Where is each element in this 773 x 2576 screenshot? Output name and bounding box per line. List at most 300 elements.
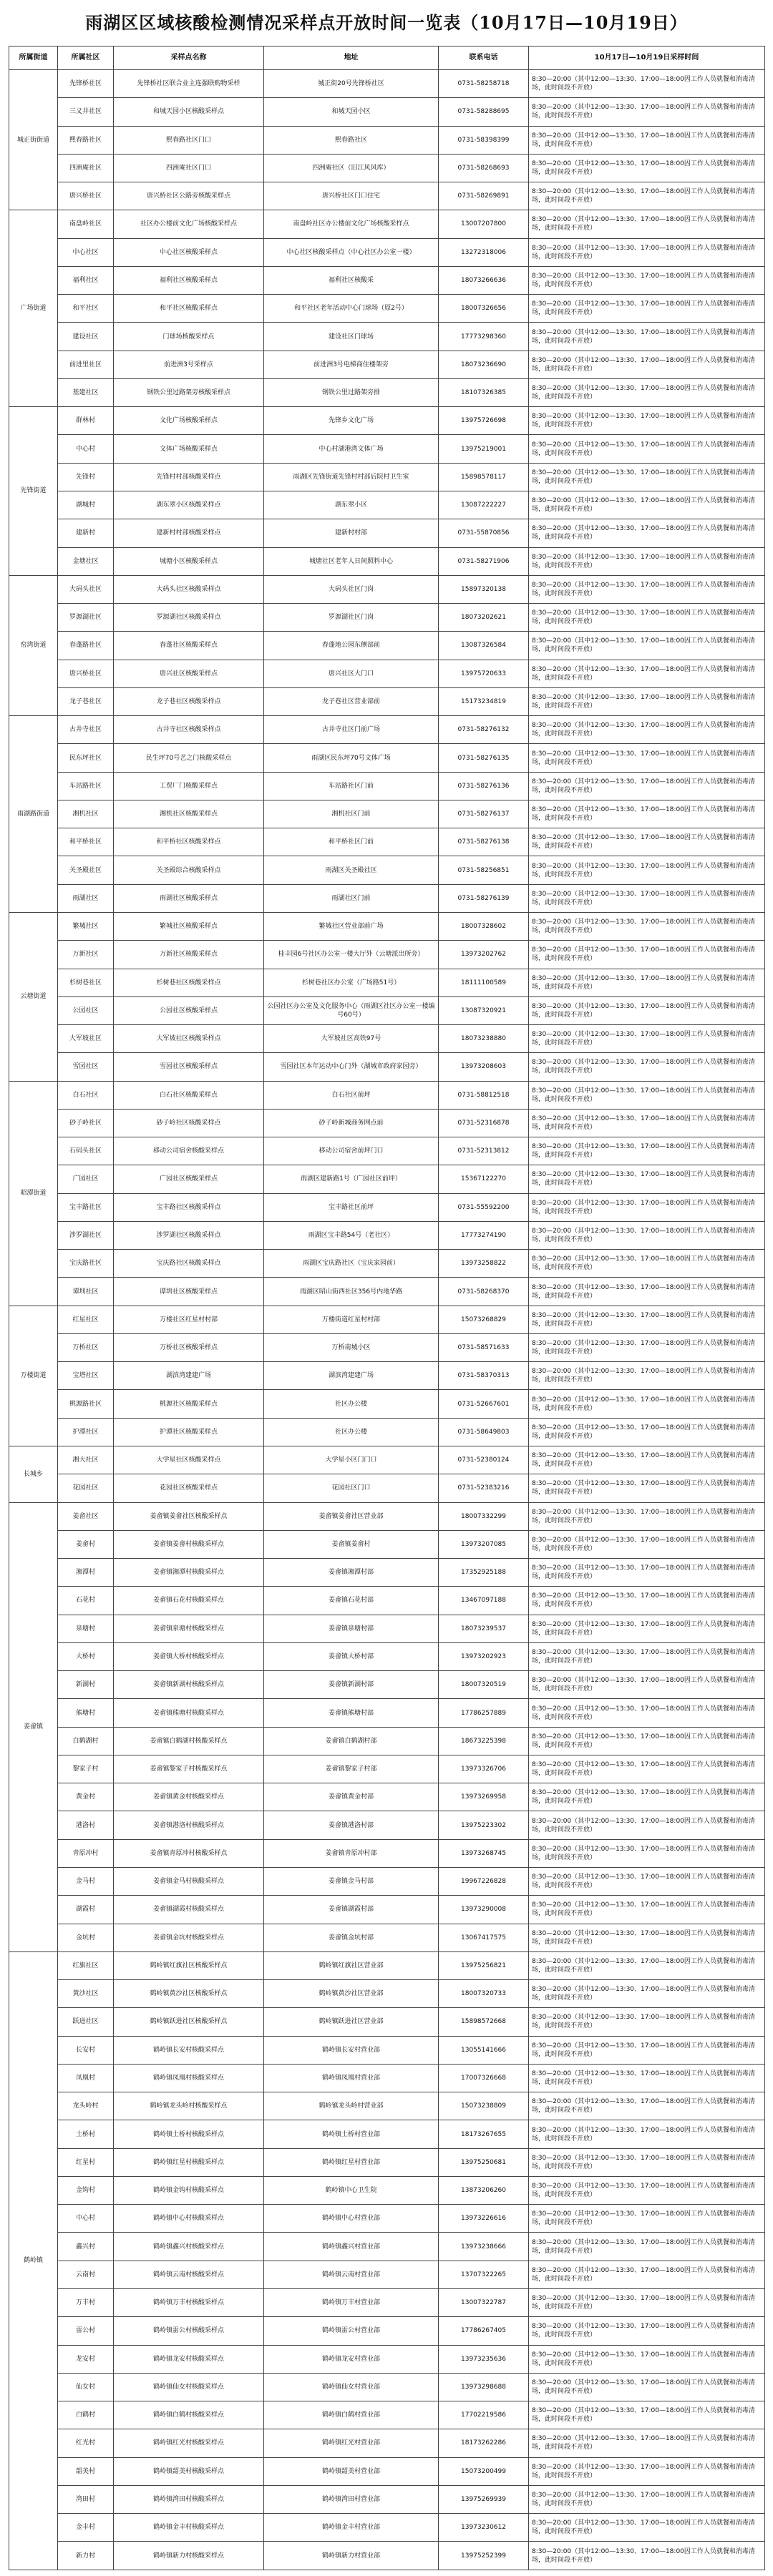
sampling-time-cell: 8:30—20:00（其中12:00—13:30、17:00—18:00因工作人员就餐和消毒清场，此时间段不开放） (529, 1446, 765, 1474)
phone-cell: 13707322265 (439, 2261, 529, 2288)
community-cell: 红光村 (58, 2429, 114, 2457)
sampling-time-cell: 8:30—20:00（其中12:00—13:30、17:00—18:00因工作人员就餐和消毒清场，此时间段不开放） (529, 2317, 765, 2345)
phone-cell: 18173262286 (439, 2429, 529, 2457)
sampling-time-cell: 8:30—20:00（其中12:00—13:30、17:00—18:00因工作人员就餐和消毒清场，此时间段不开放） (529, 98, 765, 126)
address-cell: 花园社区门口 (264, 1474, 439, 1502)
community-cell: 民东坪社区 (58, 744, 114, 772)
community-cell: 中心村 (58, 435, 114, 463)
phone-cell: 0731-58398399 (439, 126, 529, 154)
phone-cell: 0731-58812518 (439, 1081, 529, 1109)
community-cell: 土桥村 (58, 2120, 114, 2148)
site-name-cell: 桃源社区核酸采样点 (114, 1390, 264, 1418)
site-name-cell: 姜畲镇泉塘村核酸采样点 (114, 1615, 264, 1642)
phone-cell: 13973326706 (439, 1755, 529, 1783)
table-row (9, 238, 765, 266)
sampling-time-cell: 8:30—20:00（其中12:00—13:30、17:00—18:00因工作人员就餐和消毒清场，此时间段不开放） (529, 1980, 765, 2008)
sampling-time-cell: 8:30—20:00（其中12:00—13:30、17:00—18:00因工作人员就餐和消毒清场，此时间段不开放） (529, 2176, 765, 2204)
sampling-time-cell: 8:30—20:00（其中12:00—13:30、17:00—18:00因工作人员就餐和消毒清场，此时间段不开放） (529, 1137, 765, 1165)
table-row (9, 2148, 765, 2176)
page-title: 雨湖区区域核酸检测情况采样点开放时间一览表（10月17日—10月19日） (85, 12, 688, 33)
address-cell: 姜畲镇金马村部 (264, 1868, 439, 1896)
address-cell: 春蓬地公园东侧部前 (264, 632, 439, 660)
site-name-cell: 移动公司宿舍核酸采样点 (114, 1137, 264, 1165)
sampling-time-cell: 8:30—20:00（其中12:00—13:30、17:00—18:00因工作人员就餐和消毒清场，此时间段不开放） (529, 1278, 765, 1306)
community-cell: 鑫兴村 (58, 2233, 114, 2261)
sampling-time-cell: 8:30—20:00（其中12:00—13:30、17:00—18:00因工作人员就餐和消毒清场，此时间段不开放） (529, 800, 765, 828)
community-cell: 金马村 (58, 1868, 114, 1896)
sampling-time-cell: 8:30—20:00（其中12:00—13:30、17:00—18:00因工作人员就餐和消毒清场，此时间段不开放） (529, 716, 765, 744)
address-cell: 鹤岭镇云南村营业部 (264, 2261, 439, 2288)
phone-cell: 17786267405 (439, 2317, 529, 2345)
sampling-time-cell: 8:30—20:00（其中12:00—13:30、17:00—18:00因工作人员就餐和消毒清场，此时间段不开放） (529, 1081, 765, 1109)
sampling-time-cell: 8:30—20:00（其中12:00—13:30、17:00—18:00因工作人员就餐和消毒清场，此时间段不开放） (529, 1755, 765, 1783)
community-cell: 中心村 (58, 2205, 114, 2233)
address-cell: 桂丰园6号社区办公室一楼大厅外（云塘派出所旁） (264, 941, 439, 969)
table-row (9, 1165, 765, 1193)
phone-cell: 18007328602 (439, 912, 529, 940)
phone-cell: 13973230612 (439, 2514, 529, 2542)
community-cell: 白石社区 (58, 1081, 114, 1109)
table-row (9, 1418, 765, 1446)
sampling-time-cell: 8:30—20:00（其中12:00—13:30、17:00—18:00因工作人员就餐和消毒清场，此时间段不开放） (529, 2148, 765, 2176)
site-name-cell: 姜畲镇大桥村核酸采样点 (114, 1642, 264, 1670)
site-name-cell: 龙子巷社区核酸采样点 (114, 687, 264, 715)
site-name-cell: 鹤岭镇中心村核酸采样点 (114, 2205, 264, 2233)
table-row (9, 1053, 765, 1081)
community-cell: 谭圳社区 (58, 1278, 114, 1306)
sampling-time-cell: 8:30—20:00（其中12:00—13:30、17:00—18:00因工作人员就餐和消毒清场，此时间段不开放） (529, 969, 765, 996)
phone-cell: 17773274190 (439, 1221, 529, 1249)
phone-cell: 13973269958 (439, 1783, 529, 1811)
site-name-cell: 公园社区核酸采样点 (114, 996, 264, 1024)
phone-cell: 13973208603 (439, 1053, 529, 1081)
address-cell: 鹤岭镇龙安村营业部 (264, 2345, 439, 2373)
address-cell: 鹤岭镇万丰村营业部 (264, 2288, 439, 2316)
table-row (9, 2008, 765, 2036)
address-cell: 姜畲镇金坑村部 (264, 1924, 439, 1951)
header-community: 所属社区 (58, 46, 114, 70)
address-cell: 姜畲镇石花村部 (264, 1587, 439, 1615)
street-cell: 先锋街道 (9, 407, 58, 576)
address-cell: 姜畲镇黎家子村部 (264, 1755, 439, 1783)
phone-cell: 17007326668 (439, 2064, 529, 2092)
community-cell: 宝丰路社区 (58, 1193, 114, 1221)
site-name-cell: 姜畲镇白鹤湖村核酸采样点 (114, 1727, 264, 1755)
table-row (9, 1559, 765, 1587)
site-name-cell: 关圣殿综合核酸采样点 (114, 856, 264, 884)
table-row (9, 1924, 765, 1951)
phone-cell: 13975219001 (439, 435, 529, 463)
community-cell: 凤凰村 (58, 2064, 114, 2092)
table-row (9, 547, 765, 575)
address-cell: 姜畲镇湘潭村部 (264, 1559, 439, 1587)
community-cell: 泉塘村 (58, 1615, 114, 1642)
phone-cell: 0731-52316878 (439, 1109, 529, 1137)
table-row (9, 1868, 765, 1896)
site-name-cell: 前进洲3号采样点 (114, 351, 264, 378)
address-cell: 四洲庵社区（旧江风风库） (264, 154, 439, 182)
table-row (9, 1502, 765, 1530)
table-row (9, 126, 765, 154)
sampling-time-cell: 8:30—20:00（其中12:00—13:30、17:00—18:00因工作人员就餐和消毒清场，此时间段不开放） (529, 2233, 765, 2261)
community-cell: 福利社区 (58, 266, 114, 294)
community-cell: 先锋村 (58, 463, 114, 491)
table-row (9, 98, 765, 126)
address-cell: 雨湖区先锋街道先锋村村部后院村卫生室 (264, 463, 439, 491)
table-row (9, 884, 765, 912)
sampling-time-cell: 8:30—20:00（其中12:00—13:30、17:00—18:00因工作人员就餐和消毒清场，此时间段不开放） (529, 1839, 765, 1867)
table-row (9, 1333, 765, 1361)
table-row (9, 2401, 765, 2429)
site-name-cell: 鹤岭镇土桥村核酸采样点 (114, 2120, 264, 2148)
site-name-cell: 大码头社区核酸采样点 (114, 575, 264, 603)
sampling-time-cell: 8:30—20:00（其中12:00—13:30、17:00—18:00因工作人员就餐和消毒清场，此时间段不开放） (529, 295, 765, 323)
site-name-cell: 雨湖社区核酸采样点 (114, 884, 264, 912)
table-row (9, 1671, 765, 1699)
community-cell: 金坑村 (58, 1924, 114, 1951)
sampling-time-cell: 8:30—20:00（其中12:00—13:30、17:00—18:00因工作人员就餐和消毒清场，此时间段不开放） (529, 884, 765, 912)
address-cell: 前进洲3号电梯商住楼架旁 (264, 351, 439, 378)
address-cell: 南盘岭社区办公楼前文化广场核酸采样点 (264, 210, 439, 238)
community-cell: 基建社区 (58, 378, 114, 406)
address-cell: 钢铁公里过路架旁排 (264, 378, 439, 406)
phone-cell: 13973238666 (439, 2233, 529, 2261)
table-row (9, 2233, 765, 2261)
community-cell: 熙春路社区 (58, 126, 114, 154)
site-name-cell: 和平社区核酸采样点 (114, 295, 264, 323)
community-cell: 砂子岭社区 (58, 1109, 114, 1137)
address-cell: 雪园社区本年运动中心门外（湖城市政府家园旁） (264, 1053, 439, 1081)
phone-cell: 0731-58268693 (439, 154, 529, 182)
phone-cell: 13973202762 (439, 941, 529, 969)
sampling-time-cell: 8:30—20:00（其中12:00—13:30、17:00—18:00因工作人员就餐和消毒清场，此时间段不开放） (529, 632, 765, 660)
sampling-time-cell: 8:30—20:00（其中12:00—13:30、17:00—18:00因工作人员就餐和消毒清场，此时间段不开放） (529, 1193, 765, 1221)
sampling-time-cell: 8:30—20:00（其中12:00—13:30、17:00—18:00因工作人员就餐和消毒清场，此时间段不开放） (529, 238, 765, 266)
address-cell: 罗源湖社区门岗 (264, 604, 439, 632)
table-row (9, 70, 765, 98)
header-sampling-time: 10月17日—10月19日采样时间 (529, 46, 765, 70)
sampling-time-cell: 8:30—20:00（其中12:00—13:30、17:00—18:00因工作人员就餐和消毒清场，此时间段不开放） (529, 1362, 765, 1390)
sampling-time-cell: 8:30—20:00（其中12:00—13:30、17:00—18:00因工作人员就餐和消毒清场，此时间段不开放） (529, 1896, 765, 1924)
address-cell: 和城天园小区 (264, 98, 439, 126)
site-name-cell: 姜畲镇青原冲村核酸采样点 (114, 1839, 264, 1867)
site-name-cell: 罗源湖社区核酸采样点 (114, 604, 264, 632)
table-row (9, 1250, 765, 1278)
sampling-time-cell: 8:30—20:00（其中12:00—13:30、17:00—18:00因工作人员就餐和消毒清场，此时间段不开放） (529, 912, 765, 940)
phone-cell: 18173267655 (439, 2120, 529, 2148)
sampling-time-cell: 8:30—20:00（其中12:00—13:30、17:00—18:00因工作人员就餐和消毒清场，此时间段不开放） (529, 1811, 765, 1839)
phone-cell: 0731-55592200 (439, 1193, 529, 1221)
address-cell: 鹤岭镇龙头岭村营业部 (264, 2092, 439, 2120)
site-name-cell: 鹤岭镇万丰村核酸采样点 (114, 2288, 264, 2316)
table-row (9, 912, 765, 940)
address-cell: 鹤岭镇土桥村营业部 (264, 2120, 439, 2148)
sampling-time-cell: 8:30—20:00（其中12:00—13:30、17:00—18:00因工作人员就餐和消毒清场，此时间段不开放） (529, 575, 765, 603)
phone-cell: 18007320733 (439, 1980, 529, 2008)
site-name-cell: 文体广场核酸采样点 (114, 435, 264, 463)
table-row (9, 2205, 765, 2233)
phone-cell: 0731-58276137 (439, 800, 529, 828)
table-row (9, 856, 765, 884)
community-cell: 和平社区 (58, 295, 114, 323)
phone-cell: 18007332299 (439, 1502, 529, 1530)
sampling-time-cell: 8:30—20:00（其中12:00—13:30、17:00—18:00因工作人员就餐和消毒清场，此时间段不开放） (529, 2261, 765, 2288)
table-row (9, 716, 765, 744)
table-row (9, 1081, 765, 1109)
site-name-cell: 鹤岭镇云南村核酸采样点 (114, 2261, 264, 2288)
phone-cell: 0731-58258718 (439, 70, 529, 98)
sampling-time-cell: 8:30—20:00（其中12:00—13:30、17:00—18:00因工作人员就餐和消毒清场，此时间段不开放） (529, 407, 765, 435)
address-cell: 鹤岭镇黄沙社区营业部 (264, 1980, 439, 2008)
table-row (9, 2345, 765, 2373)
header-street: 所属街道 (9, 46, 58, 70)
site-name-cell: 姜畲镇金马村核酸采样点 (114, 1868, 264, 1896)
table-row (9, 1642, 765, 1670)
address-cell: 古井寺社区门前广场 (264, 716, 439, 744)
table-row (9, 941, 765, 969)
sampling-time-cell: 8:30—20:00（其中12:00—13:30、17:00—18:00因工作人员就餐和消毒清场，此时间段不开放） (529, 744, 765, 772)
site-name-cell: 鹤岭镇鑫兴村核酸采样点 (114, 2233, 264, 2261)
sampling-time-cell: 8:30—20:00（其中12:00—13:30、17:00—18:00因工作人员就餐和消毒清场，此时间段不开放） (529, 2345, 765, 2373)
site-name-cell: 护潭社区核酸采样点 (114, 1418, 264, 1446)
table-row (9, 575, 765, 603)
phone-cell: 13087222227 (439, 491, 529, 519)
community-cell: 雨湖社区 (58, 884, 114, 912)
site-name-cell: 先锋桥社区联合业主连强联购物采样 (114, 70, 264, 98)
phone-cell: 13973258822 (439, 1250, 529, 1278)
phone-cell: 0731-58276132 (439, 716, 529, 744)
table-row (9, 407, 765, 435)
community-cell: 广园社区 (58, 1165, 114, 1193)
site-name-cell: 繁城社区核酸采样点 (114, 912, 264, 940)
community-cell: 车站路社区 (58, 772, 114, 800)
address-cell: 和平社区老年活动中心门球场（原2号） (264, 295, 439, 323)
sampling-time-cell: 8:30—20:00（其中12:00—13:30、17:00—18:00因工作人员就餐和消毒清场，此时间段不开放） (529, 1783, 765, 1811)
sampling-time-cell: 8:30—20:00（其中12:00—13:30、17:00—18:00因工作人员就餐和消毒清场，此时间段不开放） (529, 1671, 765, 1699)
site-name-cell: 涉罗湖社区核酸采样点 (114, 1221, 264, 1249)
community-cell: 金钩村 (58, 2176, 114, 2204)
table-row (9, 744, 765, 772)
phone-cell: 0731-58269891 (439, 182, 529, 210)
community-cell: 红星社区 (58, 1306, 114, 1333)
site-name-cell: 雪园社区核酸采样点 (114, 1053, 264, 1081)
phone-cell: 13975269939 (439, 2485, 529, 2513)
table-row (9, 1755, 765, 1783)
sampling-time-cell: 8:30—20:00（其中12:00—13:30、17:00—18:00因工作人员就餐和消毒清场，此时间段不开放） (529, 1474, 765, 1502)
site-name-cell: 鹤岭镇黄沙社区核酸采样点 (114, 1980, 264, 2008)
address-cell: 湘机社区门前 (264, 800, 439, 828)
address-cell: 社区办公楼 (264, 1390, 439, 1418)
table-row (9, 2064, 765, 2092)
address-cell: 雨湖社区门前 (264, 884, 439, 912)
community-cell: 石码头社区 (58, 1137, 114, 1165)
address-cell: 姜畲镇大桥村部 (264, 1642, 439, 1670)
street-cell: 昭潭街道 (9, 1081, 58, 1306)
phone-cell: 15073200499 (439, 2457, 529, 2485)
phone-cell: 13975256821 (439, 1951, 529, 1979)
site-name-cell: 花园社区核酸采样点 (114, 1474, 264, 1502)
address-cell: 中心村湖港湾文体广场 (264, 435, 439, 463)
community-cell: 白鹤村 (58, 2401, 114, 2429)
community-cell: 仙女村 (58, 2373, 114, 2401)
community-cell: 湘潭村 (58, 1559, 114, 1587)
sampling-time-cell: 8:30—20:00（其中12:00—13:30、17:00—18:00因工作人员就餐和消毒清场，此时间段不开放） (529, 463, 765, 491)
community-cell: 黄沙社区 (58, 1980, 114, 2008)
community-cell: 新力村 (58, 2542, 114, 2570)
table-row (9, 295, 765, 323)
community-cell: 新湖村 (58, 1671, 114, 1699)
table-row (9, 1951, 765, 1979)
site-name-cell: 鹤岭镇红星村核酸采样点 (114, 2148, 264, 2176)
site-name-cell: 万新社区核酸采样点 (114, 941, 264, 969)
address-cell: 城正街20号先锋桥社区 (264, 70, 439, 98)
site-name-cell: 姜畲镇姜畲社区核酸采样点 (114, 1502, 264, 1530)
address-cell: 姜畲镇湖霞村部 (264, 1896, 439, 1924)
sampling-time-cell: 8:30—20:00（其中12:00—13:30、17:00—18:00因工作人员就餐和消毒清场，此时间段不开放） (529, 126, 765, 154)
site-name-cell: 鹤岭镇凤凰村核酸采样点 (114, 2064, 264, 2092)
table-row (9, 687, 765, 715)
phone-cell: 18073266636 (439, 266, 529, 294)
phone-cell: 13272318006 (439, 238, 529, 266)
phone-cell: 13007322787 (439, 2288, 529, 2316)
table-row (9, 800, 765, 828)
address-cell: 砂子岭新城商务网点前 (264, 1109, 439, 1137)
address-cell: 姜畲镇新湖村部 (264, 1671, 439, 1699)
sampling-time-cell: 8:30—20:00（其中12:00—13:30、17:00—18:00因工作人员就餐和消毒清场，此时间段不开放） (529, 435, 765, 463)
sampling-time-cell: 8:30—20:00（其中12:00—13:30、17:00—18:00因工作人员就餐和消毒清场，此时间段不开放） (529, 378, 765, 406)
sampling-time-cell: 8:30—20:00（其中12:00—13:30、17:00—18:00因工作人员就餐和消毒清场，此时间段不开放） (529, 2373, 765, 2401)
community-cell: 龙头岭村 (58, 2092, 114, 2120)
address-cell: 先锋乡文化广场 (264, 407, 439, 435)
site-name-cell: 宝庆路社区核酸采样点 (114, 1250, 264, 1278)
table-row (9, 1699, 765, 1727)
address-cell: 城塘社区老年人日间照料中心 (264, 547, 439, 575)
phone-cell: 17786257889 (439, 1699, 529, 1727)
community-cell: 长安村 (58, 2036, 114, 2064)
address-cell: 唐兴社区大门口 (264, 660, 439, 687)
phone-cell: 18007326656 (439, 295, 529, 323)
phone-cell: 18107326385 (439, 378, 529, 406)
community-cell: 南盘岭社区 (58, 210, 114, 238)
address-cell: 鹤岭镇仙女村营业部 (264, 2373, 439, 2401)
site-name-cell: 和城天园小区核酸采样点 (114, 98, 264, 126)
address-cell: 白石社区前坪 (264, 1081, 439, 1109)
address-cell: 和平桥社区门前 (264, 828, 439, 856)
community-cell: 罗源湖社区 (58, 604, 114, 632)
sampling-time-cell: 8:30—20:00（其中12:00—13:30、17:00—18:00因工作人员就餐和消毒清场，此时间段不开放） (529, 2008, 765, 2036)
phone-cell: 0731-58268370 (439, 1278, 529, 1306)
phone-cell: 13973290008 (439, 1896, 529, 1924)
sampling-time-cell: 8:30—20:00（其中12:00—13:30、17:00—18:00因工作人员就餐和消毒清场，此时间段不开放） (529, 1418, 765, 1446)
address-cell: 公园社区办公室及文化服务中心（雨湖区社区办公室一楼编号60号） (264, 996, 439, 1024)
address-cell: 移动公司宿舍前坪门口 (264, 1137, 439, 1165)
address-cell: 姜畲镇泉塘村部 (264, 1615, 439, 1642)
community-cell: 金塘社区 (58, 547, 114, 575)
address-cell: 雨湖区建新路1号（广园社区前坪） (264, 1165, 439, 1193)
table-row (9, 519, 765, 547)
table-row (9, 154, 765, 182)
phone-cell: 0731-52380124 (439, 1446, 529, 1474)
sampling-time-cell: 8:30—20:00（其中12:00—13:30、17:00—18:00因工作人员就餐和消毒清场，此时间段不开放） (529, 154, 765, 182)
site-name-cell: 中心社区核酸采样点 (114, 238, 264, 266)
sampling-time-cell: 8:30—20:00（其中12:00—13:30、17:00—18:00因工作人员就餐和消毒清场，此时间段不开放） (529, 1951, 765, 1979)
address-cell: 建新村村部 (264, 519, 439, 547)
community-cell: 宝庆路社区 (58, 1250, 114, 1278)
table-row (9, 996, 765, 1024)
table-row (9, 2429, 765, 2457)
table-row (9, 1474, 765, 1502)
phone-cell: 18111100589 (439, 969, 529, 996)
table-row (9, 1615, 765, 1642)
phone-cell: 0731-58276139 (439, 884, 529, 912)
site-name-cell: 民生坪70号艺之门核酸采样点 (114, 744, 264, 772)
phone-cell: 0731-58649803 (439, 1418, 529, 1446)
address-cell: 鹤岭镇白鹤村营业部 (264, 2401, 439, 2429)
sampling-time-cell: 8:30—20:00（其中12:00—13:30、17:00—18:00因工作人员就餐和消毒清场，此时间段不开放） (529, 856, 765, 884)
phone-cell: 0731-58276135 (439, 744, 529, 772)
table-row (9, 828, 765, 856)
address-cell: 雨湖区民东坪70号文体广场 (264, 744, 439, 772)
phone-cell: 13973298688 (439, 2373, 529, 2401)
site-name-cell: 大学星社区核酸采样点 (114, 1446, 264, 1474)
community-cell: 群林村 (58, 407, 114, 435)
address-cell: 雨湖区宝丰路54号（老社区） (264, 1221, 439, 1249)
site-name-cell: 宝丰路社区核酸采样点 (114, 1193, 264, 1221)
sampling-time-cell: 8:30—20:00（其中12:00—13:30、17:00—18:00因工作人员就餐和消毒清场，此时间段不开放） (529, 351, 765, 378)
address-cell: 姜畲镇熊塘村部 (264, 1699, 439, 1727)
site-name-cell: 大军坡社区核酸采样点 (114, 1025, 264, 1053)
table-row (9, 1783, 765, 1811)
sampling-time-cell: 8:30—20:00（其中12:00—13:30、17:00—18:00因工作人员就餐和消毒清场，此时间段不开放） (529, 2429, 765, 2457)
site-name-cell: 姜畲镇湖霞村核酸采样点 (114, 1896, 264, 1924)
sampling-time-cell: 8:30—20:00（其中12:00—13:30、17:00—18:00因工作人员就餐和消毒清场，此时间段不开放） (529, 772, 765, 800)
community-cell: 护潭社区 (58, 1418, 114, 1446)
table-row (9, 266, 765, 294)
phone-cell: 15173234819 (439, 687, 529, 715)
address-cell: 湖东翠小区 (264, 491, 439, 519)
phone-cell: 15073238809 (439, 2092, 529, 2120)
site-name-cell: 湖东翠小区核酸采样点 (114, 491, 264, 519)
street-cell: 广场街道 (9, 210, 58, 407)
site-name-cell: 鹤岭镇龙安村核酸采样点 (114, 2345, 264, 2373)
table-row (9, 604, 765, 632)
address-cell: 中心社区核酸采样点（中心社区办公室一楼） (264, 238, 439, 266)
community-cell: 红星村 (58, 2148, 114, 2176)
sampling-time-cell: 8:30—20:00（其中12:00—13:30、17:00—18:00因工作人员就餐和消毒清场，此时间段不开放） (529, 519, 765, 547)
site-name-cell: 湖滨湾建建广场 (114, 1362, 264, 1390)
site-name-cell: 社区办公楼前文化广场核酸采样点 (114, 210, 264, 238)
address-cell: 熙春路社区 (264, 126, 439, 154)
table-row (9, 351, 765, 378)
table-row (9, 1193, 765, 1221)
community-cell: 万丰村 (58, 2288, 114, 2316)
community-cell: 云南村 (58, 2261, 114, 2288)
phone-cell: 17773298360 (439, 323, 529, 351)
site-name-cell: 鹤岭镇韶美村核酸采样点 (114, 2457, 264, 2485)
site-name-cell: 鹤岭镇白鹤村核酸采样点 (114, 2401, 264, 2429)
site-name-cell: 鹤岭镇金丰村核酸采样点 (114, 2514, 264, 2542)
site-name-cell: 谭圳社区核酸采样点 (114, 1278, 264, 1306)
sampling-time-cell: 8:30—20:00（其中12:00—13:30、17:00—18:00因工作人员就餐和消毒清场，此时间段不开放） (529, 266, 765, 294)
site-name-cell: 广园社区核酸采样点 (114, 1165, 264, 1193)
site-name-cell: 工贸厂门核酸采样点 (114, 772, 264, 800)
address-cell: 鹤岭镇凤凰村营业部 (264, 2064, 439, 2092)
address-cell: 鹤岭镇红旗社区营业部 (264, 1951, 439, 1979)
sampling-time-cell: 8:30—20:00（其中12:00—13:30、17:00—18:00因工作人员就餐和消毒清场，此时间段不开放） (529, 2092, 765, 2120)
street-cell: 窑湾街道 (9, 575, 58, 715)
phone-cell: 0731-55870856 (439, 519, 529, 547)
community-cell: 唐兴桥社区 (58, 182, 114, 210)
